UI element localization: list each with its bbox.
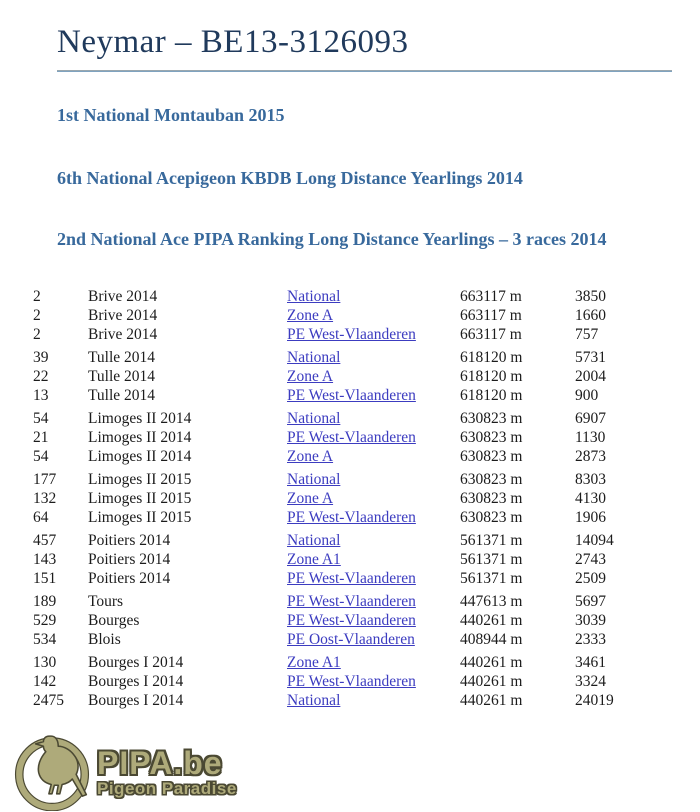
category-link[interactable]: Zone A1 — [287, 654, 341, 671]
pigeons-basketed: 2509 — [575, 570, 606, 587]
placing: 21 — [33, 429, 49, 446]
race-group — [33, 653, 700, 710]
logo-tagline-text: Pigeon Paradise — [97, 779, 237, 799]
pipa-logo — [13, 733, 237, 811]
category-link[interactable]: PE West-Vlaanderen — [287, 673, 416, 690]
race-group — [33, 409, 700, 466]
category-link[interactable]: Zone A1 — [287, 551, 341, 568]
distance: 630823 m — [460, 471, 523, 488]
distance: 440261 m — [460, 654, 523, 671]
pigeons-basketed: 3324 — [575, 673, 606, 690]
placing: 2 — [33, 307, 41, 324]
race-group — [33, 592, 700, 649]
pigeons-basketed: 2873 — [575, 448, 606, 465]
pigeons-basketed: 2333 — [575, 631, 606, 648]
placing: 54 — [33, 410, 49, 427]
placing: 142 — [33, 673, 57, 690]
result-row — [33, 489, 700, 508]
pigeons-basketed: 8303 — [575, 471, 606, 488]
placing: 39 — [33, 349, 49, 366]
result-row — [33, 691, 700, 710]
race-name: Brive 2014 — [88, 326, 158, 343]
distance: 440261 m — [460, 612, 523, 629]
pigeons-basketed: 2004 — [575, 368, 606, 385]
race-name: Tulle 2014 — [88, 368, 156, 385]
race-name: Poitiers 2014 — [88, 532, 171, 549]
result-row — [33, 409, 700, 428]
distance: 663117 m — [460, 326, 522, 343]
placing: 534 — [33, 631, 57, 648]
category-link[interactable]: National — [287, 692, 341, 709]
achievement-heading-2: 6th National Acepigeon KBDB Long Distance Yearlings 2014 — [57, 168, 523, 188]
race-name: Brive 2014 — [88, 288, 158, 305]
placing: 13 — [33, 387, 49, 404]
result-row — [33, 447, 700, 466]
pigeons-basketed: 4130 — [575, 490, 606, 507]
race-name: Bourges I 2014 — [88, 654, 184, 671]
logo-brand-text: PIPA.be — [97, 744, 223, 781]
page-title: Neymar – BE13-3126093 — [57, 24, 409, 60]
distance: 663117 m — [460, 288, 522, 305]
result-row — [33, 630, 700, 649]
pigeons-basketed: 5731 — [575, 349, 606, 366]
result-row — [33, 325, 700, 344]
placing: 54 — [33, 448, 49, 465]
distance: 630823 m — [460, 410, 523, 427]
placing: 2 — [33, 326, 41, 343]
race-name: Limoges II 2015 — [88, 490, 192, 507]
placing: 177 — [33, 471, 57, 488]
result-row — [33, 611, 700, 630]
distance: 561371 m — [460, 532, 523, 549]
race-name: Bourges — [88, 612, 140, 629]
pigeons-basketed: 3850 — [575, 288, 606, 305]
title-underline-rule — [57, 70, 672, 72]
category-link[interactable]: PE West-Vlaanderen — [287, 612, 416, 629]
result-row — [33, 592, 700, 611]
distance: 618120 m — [460, 349, 523, 366]
race-name: Tulle 2014 — [88, 387, 156, 404]
category-link[interactable]: National — [287, 288, 341, 305]
category-link[interactable]: PE Oost-Vlaanderen — [287, 631, 415, 648]
race-name: Tulle 2014 — [88, 349, 156, 366]
distance: 630823 m — [460, 490, 523, 507]
race-name: Poitiers 2014 — [88, 570, 171, 587]
pigeons-basketed: 1906 — [575, 509, 606, 526]
placing: 529 — [33, 612, 57, 629]
race-group — [33, 348, 700, 405]
race-group — [33, 531, 700, 588]
pigeons-basketed: 2743 — [575, 551, 606, 568]
result-row — [33, 428, 700, 447]
distance: 440261 m — [460, 692, 523, 709]
pigeons-basketed: 3461 — [575, 654, 606, 671]
placing: 143 — [33, 551, 57, 568]
distance: 630823 m — [460, 509, 523, 526]
category-link[interactable]: PE West-Vlaanderen — [287, 593, 416, 610]
result-row — [33, 348, 700, 367]
result-row — [33, 287, 700, 306]
race-name: Limoges II 2015 — [88, 471, 192, 488]
race-name: Tours — [88, 593, 124, 610]
race-name: Limoges II 2014 — [88, 410, 192, 427]
result-row — [33, 531, 700, 550]
category-link[interactable]: Zone A — [287, 368, 334, 385]
placing: 22 — [33, 368, 49, 385]
result-row — [33, 508, 700, 527]
category-link[interactable]: Zone A — [287, 448, 334, 465]
race-name: Bourges I 2014 — [88, 692, 184, 709]
placing: 2 — [33, 288, 41, 305]
distance: 618120 m — [460, 368, 523, 385]
pigeon-in-ring-icon — [13, 733, 91, 811]
result-row — [33, 672, 700, 691]
result-row — [33, 653, 700, 672]
pigeons-basketed: 14094 — [575, 532, 614, 549]
achievement-heading-1: 1st National Montauban 2015 — [57, 105, 285, 125]
distance: 408944 m — [460, 631, 523, 648]
category-link[interactable]: National — [287, 471, 341, 488]
pigeons-basketed: 900 — [575, 387, 599, 404]
distance: 447613 m — [460, 593, 523, 610]
placing: 2475 — [33, 692, 64, 709]
race-name: Poitiers 2014 — [88, 551, 171, 568]
distance: 618120 m — [460, 387, 523, 404]
pigeons-basketed: 5697 — [575, 593, 606, 610]
pigeons-basketed: 1130 — [575, 429, 606, 446]
category-link[interactable]: PE West-Vlaanderen — [287, 429, 416, 446]
result-row — [33, 550, 700, 569]
placing: 189 — [33, 593, 57, 610]
race-group — [33, 287, 700, 344]
placing: 64 — [33, 509, 49, 526]
pigeons-basketed: 24019 — [575, 692, 614, 709]
category-link[interactable]: PE West-Vlaanderen — [287, 387, 416, 404]
category-link[interactable]: Zone A — [287, 490, 334, 507]
placing: 132 — [33, 490, 57, 507]
distance: 561371 m — [460, 570, 523, 587]
race-name: Limoges II 2014 — [88, 429, 192, 446]
category-link[interactable]: National — [287, 410, 341, 427]
category-link[interactable]: National — [287, 349, 341, 366]
category-link[interactable]: PE West-Vlaanderen — [287, 509, 416, 526]
pigeons-basketed: 1660 — [575, 307, 606, 324]
race-name: Brive 2014 — [88, 307, 158, 324]
pigeons-basketed: 757 — [575, 326, 599, 343]
distance: 663117 m — [460, 307, 522, 324]
pigeons-basketed: 6907 — [575, 410, 606, 427]
placing: 130 — [33, 654, 57, 671]
race-name: Bourges I 2014 — [88, 673, 184, 690]
achievement-heading-3: 2nd National Ace PIPA Ranking Long Distance Yearlings – 3 races 2014 — [57, 229, 607, 249]
results-table — [0, 287, 700, 714]
result-row — [33, 569, 700, 588]
race-name: Blois — [88, 631, 121, 648]
placing: 151 — [33, 570, 57, 587]
category-link[interactable]: Zone A — [287, 307, 334, 324]
distance: 630823 m — [460, 448, 523, 465]
race-name: Limoges II 2015 — [88, 509, 192, 526]
result-row — [33, 470, 700, 489]
result-row — [33, 386, 700, 405]
result-row — [33, 367, 700, 386]
logo-text — [97, 744, 237, 799]
distance: 440261 m — [460, 673, 523, 690]
distance: 630823 m — [460, 429, 523, 446]
race-name: Limoges II 2014 — [88, 448, 192, 465]
category-link[interactable]: National — [287, 532, 341, 549]
pigeons-basketed: 3039 — [575, 612, 606, 629]
distance: 561371 m — [460, 551, 523, 568]
category-link[interactable]: PE West-Vlaanderen — [287, 570, 416, 587]
race-group — [33, 470, 700, 527]
result-row — [33, 306, 700, 325]
category-link[interactable]: PE West-Vlaanderen — [287, 326, 416, 343]
placing: 457 — [33, 532, 57, 549]
